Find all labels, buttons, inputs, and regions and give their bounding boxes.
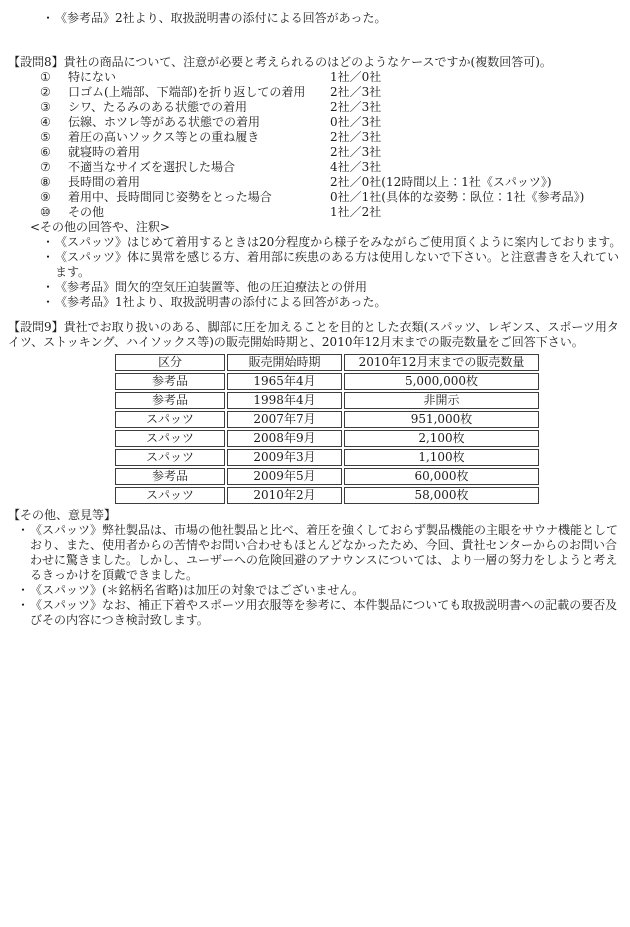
option-row	[40, 70, 630, 85]
sales-table-cell-category: スパッツ	[115, 449, 225, 466]
bullet-marker: ・	[42, 295, 55, 309]
bullet-marker: ・	[42, 11, 55, 25]
sales-table-cell-start-date: 2009年5月	[227, 468, 342, 485]
option-number: ⑦	[40, 160, 51, 174]
sales-table-header-cell: 2010年12月末までの販売数量	[344, 354, 539, 371]
option-number: ⑨	[40, 190, 51, 204]
q8-notes	[0, 235, 630, 310]
option-count: 2社／3社	[330, 100, 382, 114]
option-label: 口ゴム(上端部、下端部)を折り返しての着用	[68, 85, 306, 99]
option-label: 長時間の着用	[68, 175, 141, 189]
option-row	[40, 175, 630, 190]
sales-table-header-cell: 販売開始時期	[227, 354, 342, 371]
sales-table-cell-category: スパッツ	[115, 411, 225, 428]
question-8-heading: 【設問8】貴社の商品について、注意が必要と考えられるのはどのようなケースですか(複数回答可)。	[8, 55, 552, 69]
sales-table-row	[115, 430, 539, 447]
option-number: ③	[40, 100, 51, 114]
sales-table-row	[115, 487, 539, 504]
sales-table-cell-start-date: 1965年4月	[227, 373, 342, 390]
sales-table-cell-category: スパッツ	[115, 487, 225, 504]
note-text: 《参考品》1社より、取扱説明書の添付による回答があった。	[55, 295, 387, 309]
opinion-text: 《スパッツ》なお、補正下着やスポーツ用衣服等を参考に、本件製品についても取扱説明書への記載の要否及びその内容につき検討致します。	[30, 598, 618, 627]
option-label: その他	[68, 205, 105, 219]
sales-table-cell-category: 参考品	[115, 373, 225, 390]
question-8-options	[0, 70, 630, 220]
sales-table-row	[115, 373, 539, 390]
option-row	[40, 160, 630, 175]
sales-table-cell-quantity: 58,000枚	[344, 487, 539, 504]
sales-table	[113, 352, 541, 506]
opinion-text: 《スパッツ》(＊銘柄名省略)は加圧の対象ではございません。	[30, 583, 365, 597]
option-count: 4社／3社	[330, 160, 382, 174]
option-label: シワ、たるみのある状態での着用	[68, 100, 248, 114]
bullet-marker: ・	[17, 583, 30, 597]
note-item	[0, 250, 630, 280]
option-label: 着用中、長時間同じ姿勢をとった場合	[68, 190, 272, 204]
sales-table-header-row	[115, 354, 539, 371]
sales-table-cell-quantity: 60,000枚	[344, 468, 539, 485]
other-opinions-notes	[0, 523, 630, 628]
opinion-item	[0, 598, 630, 628]
option-count: 0社／3社	[330, 115, 382, 129]
option-row	[40, 130, 630, 145]
survey-document-page	[0, 11, 630, 927]
prior-answer-note	[0, 11, 630, 26]
option-number: ④	[40, 115, 51, 129]
opinion-item	[0, 583, 630, 598]
question-9-heading: 【設問9】貴社でお取り扱いのある、脚部に圧を加えることを目的とした衣類(スパッツ、レギンス、スポーツ用タイツ、ストッキング、ハイソックス等)の販売開始時期と、2010年12月末までの販売数量をご回答下さい。	[8, 320, 619, 349]
sales-table-cell-quantity: 1,100枚	[344, 449, 539, 466]
option-count: 2社／0社(12時間以上：1社《スパッツ》)	[330, 175, 552, 189]
sales-table-row	[115, 449, 539, 466]
opinion-text: 《スパッツ》弊社製品は、市場の他社製品と比べ、着圧を強くしておらず製品機能の主眼をサウナ機能としており、また、使用者からの苦情やお問い合わせもほとんどなかったため、今回、貴社センターからのお問い合わせに驚きました。しかし、ユーザーへの危険回避のアナウンスについては、より一層の努力をしようと考えるきっかけを頂戴できました。	[30, 523, 619, 582]
option-row	[40, 145, 630, 160]
note-item	[0, 295, 630, 310]
option-row	[40, 100, 630, 115]
option-label: 伝線、ホツレ等がある状態での着用	[68, 115, 261, 129]
option-number: ①	[40, 70, 51, 84]
note-item	[0, 235, 630, 250]
option-label: 不適当なサイズを選択した場合	[68, 160, 236, 174]
note-text: 《スパッツ》体に異常を感じる方、着用部に疾患のある方は使用しないで下さい。と注意書きを入れています。	[55, 250, 620, 279]
option-row	[40, 85, 630, 100]
option-count: 1社／0社	[330, 70, 382, 84]
sales-table-cell-quantity: 951,000枚	[344, 411, 539, 428]
sales-table-cell-category: 参考品	[115, 392, 225, 409]
sales-table-cell-start-date: 1998年4月	[227, 392, 342, 409]
note-text: 《参考品》間欠的空気圧迫装置等、他の圧迫療法との併用	[55, 280, 368, 294]
sales-table-row	[115, 411, 539, 428]
option-count: 1社／2社	[330, 205, 382, 219]
option-row	[40, 190, 630, 205]
sales-table-row	[115, 468, 539, 485]
sales-table-cell-quantity: 2,100枚	[344, 430, 539, 447]
option-number: ⑩	[40, 205, 51, 219]
note-item	[0, 280, 630, 295]
sales-table-row	[115, 392, 539, 409]
option-label: 就寝時の着用	[68, 145, 141, 159]
sales-table-cell-category: スパッツ	[115, 430, 225, 447]
bullet-marker: ・	[42, 235, 55, 249]
bullet-marker: ・	[42, 250, 55, 264]
sales-table-body	[115, 373, 539, 504]
option-row	[40, 115, 630, 130]
sales-table-cell-start-date: 2010年2月	[227, 487, 342, 504]
q8-notes-heading: <その他の回答や、注釈>	[30, 220, 170, 234]
sales-table-cell-start-date: 2008年9月	[227, 430, 342, 447]
sales-table-cell-start-date: 2009年3月	[227, 449, 342, 466]
sales-table-cell-quantity: 非開示	[344, 392, 539, 409]
option-label: 着圧の高いソックス等との重ね履き	[68, 130, 260, 144]
option-number: ⑥	[40, 145, 51, 159]
bullet-marker: ・	[42, 280, 55, 294]
bullet-marker: ・	[17, 523, 30, 537]
other-opinions-heading: 【その他、意見等】	[8, 508, 117, 522]
sales-table-cell-start-date: 2007年7月	[227, 411, 342, 428]
option-count: 2社／3社	[330, 130, 382, 144]
option-number: ②	[40, 85, 51, 99]
option-label: 特にない	[68, 70, 117, 84]
note-text: 《スパッツ》はじめて着用するときは20分程度から様子をみながらご使用頂くように案内しております。	[55, 235, 622, 249]
option-number: ⑤	[40, 130, 51, 144]
sales-table-cell-category: 参考品	[115, 468, 225, 485]
sales-table-header-cell: 区分	[115, 354, 225, 371]
option-count: 2社／3社	[330, 145, 382, 159]
opinion-item	[0, 523, 630, 583]
question-9-section	[0, 320, 630, 506]
option-count: 2社／3社	[330, 85, 382, 99]
option-number: ⑧	[40, 175, 51, 189]
option-count: 0社／1社(具体的な姿勢：臥位：1社《参考品》)	[330, 190, 585, 204]
prior-answer-note-text: 《参考品》2社より、取扱説明書の添付による回答があった。	[55, 11, 387, 25]
bullet-marker: ・	[17, 598, 30, 612]
option-row	[40, 205, 630, 220]
sales-table-cell-quantity: 5,000,000枚	[344, 373, 539, 390]
